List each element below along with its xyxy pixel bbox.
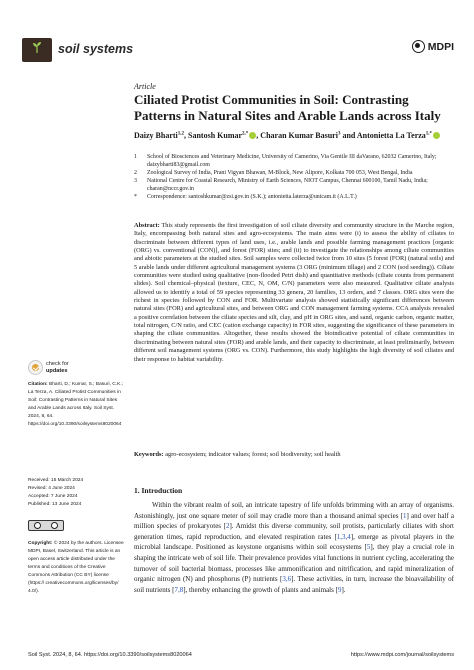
abstract-text: This study represents the first investigation of soil ciliate diversity and community structure in the Marche region, Italy, encompassing both natural sites and agro-ecosystems. The main aims were (i) to assess the ability of ciliates to discriminate between different types of land uses, i.e., arable lands and possible farming management practices [organic (ORG) vs. conventional (CON)], and forest (FOR) sites; and (ii) to investigate the relationships among ciliate communities and abiotic parameters at the studied sites. Soil samples were collected twice from 10 sites (5 forest (FOR) (natural soils) and 5 arable lands under different agricultural management systems (3 ORG (minimum tillage) and 2 CON (sod seeding)). Ciliate communities were studied using qualitative (non-flooded Petri dish) and quantitative methods (ciliate counts from permanent slides). Soil chemical–physical (texture, CEC, N, OM, C/N) parameters were also measured. Qualitative ciliate analysis allowed us to identify a total of 59 species representing 33 genera, 20 families, 13 orders, and 7 classes. ORG sites were the richest in species followed by CON and FOR. Multivariate analysis showed statistically significant differences between natural sites (FOR) and agricultural sites, and between ORG and CON management farming systems. CCA analysis revealed a positive correlation between the ciliate species and silt, clay, and pH in ORG sites, and sand, organic carbon, organic matter, total nitrogen, C/N ratio, and CEC (cation exchange capacity) in FOR sites, suggesting the significance of these parameters in shaping the ciliate communities. Altogether, these results showed the bioindicative potential of ciliate communities in discriminating between natural sites (FOR) and arable lands, and their capacity to discriminate, at least preliminarily, between different soil management systems (ORG vs. CON). Furthermore, this study highlights the high diversity of soil ciliates and their response to habitat variability.: [134, 222, 454, 363]
article-title: Ciliated Protist Communities in Soil: Contrasting Patterns in Natural Sites and Arable Lands across Italy: [134, 92, 441, 123]
affiliation: 1 School of Biosciences and Veterinary Medicine, University of Camerino, Via Gentile III daVarano, 62032 Camerino, Italy; daizybharti83@gmail.com: [134, 154, 437, 168]
journal-name: soil systems: [58, 42, 134, 56]
section-heading: 1. Introduction: [134, 486, 183, 495]
author[interactable]: Daizy Bharti$^{1,2}$: [134, 131, 185, 140]
date-accepted: Accepted: 7 June 2024: [28, 494, 78, 499]
author[interactable]: Charan Kumar Basuri$^3$: [260, 131, 341, 140]
copyright-text: © 2024 by the authors. Licensee MDPI, Basel, Switzerland. This article is an open access article distributed under the terms and conditions of the Creative Commons Attribution (CC BY) license (https:// creativecommons.org/licenses/by/ 4.0/).: [28, 541, 124, 594]
reference-link[interactable]: 1: [402, 511, 407, 520]
intro-text: ]. Amidst this diverse community, soil protists, particularly ciliates with short generation times, rapid reproduction, and elevated respiration rates [: [134, 522, 454, 541]
citation-text: Bharti, D.; Kumar, S.; Basuri, C.K.; La Terza, A. Ciliated Protist Communities in Soil: Contrasting Patterns in Natural Sites and Arable Lands across Italy. Soil Syst. 2024, 8, 64. https://doi.org/10.3390/soilsystems8020064: [28, 382, 124, 427]
intro-text: ], they play a crucial role in shaping the intricate web of soil life. Their prevalence provides vital functions in nutrient cycling, accelerating the turnover of soil bacterial biomass, processes like ammonification and nitrification, and rapid mineralization of organic nitrogen (N) and phosphorus (P) nutrients [: [134, 543, 454, 584]
copyright: [28, 540, 124, 596]
keywords: [134, 451, 454, 459]
check-updates-icon: [28, 360, 43, 375]
abstract: [134, 222, 454, 364]
page-footer: [28, 652, 454, 658]
abstract-label: Abstract:: [134, 222, 160, 229]
reference-link[interactable]: 7,8: [174, 585, 184, 594]
footer-journal-link[interactable]: https://www.mdpi.com/journal/soilsystems: [350, 652, 454, 658]
reference-link[interactable]: 9: [337, 585, 342, 594]
citation-label: Citation:: [28, 382, 48, 387]
mdpi-logo-icon: [412, 40, 425, 53]
author-list: Daizy Bharti$^{1,2}$, Santosh Kumar$^{2,*}$ , Charan Kumar Basuri$^3$ and Antonietta La Terza$^{1,*}$: [134, 131, 454, 140]
article-type: Article: [134, 82, 156, 91]
intro-text: ], emerge as pivotal players in the microbial landscape. Positioned as keystone organisms within soil ecosystems [: [134, 532, 454, 552]
reference-link[interactable]: 1,3,4: [336, 532, 351, 541]
publisher-logo: [412, 40, 454, 53]
orcid-icon[interactable]: [249, 132, 256, 139]
reference-link[interactable]: 2: [225, 522, 230, 531]
date-received: Received: 15 March 2024: [28, 478, 84, 483]
footer-citation[interactable]: Soil Syst. 2024, 8, 64. https://doi.org/10.3390/soilsystems8020064: [28, 652, 192, 658]
introduction-paragraph: [134, 500, 454, 595]
keywords-text: agro-ecosystem; indicator values; forest; soil biodiversity; soil health: [165, 451, 341, 458]
intro-text: Within the vibrant realm of soil, an intricate tapestry of life unfolds brimming with an array of organisms. Astonishingly, just one square meter of soil may cradle more than a thousand animal species [: [134, 501, 454, 520]
intro-text: ], thereby enhancing the growth of plants and animals [: [183, 585, 338, 594]
reference-link[interactable]: 5: [366, 543, 371, 552]
cc-by-license-icon[interactable]: [28, 520, 64, 531]
orcid-icon[interactable]: [433, 132, 440, 139]
correspondence: * Correspondence: santoshkumar@zsi.gov.in (S.K.); antonietta.laterza@unicam.it (A.L.T.): [134, 193, 357, 200]
sprout-icon: [32, 41, 42, 53]
citation: [28, 381, 124, 429]
copyright-label: Copyright:: [28, 541, 53, 546]
publisher-name: MDPI: [427, 40, 454, 53]
publication-dates: [28, 477, 124, 509]
date-published: Published: 13 June 2024: [28, 502, 82, 507]
check-for-updates[interactable]: check for updates: [28, 360, 118, 375]
keywords-label: Keywords:: [134, 451, 164, 458]
author[interactable]: Antonietta La Terza$^{1,*}$: [357, 131, 440, 140]
date-revised: Revised: 4 June 2024: [28, 486, 75, 491]
author[interactable]: Santosh Kumar$^{2,*}$: [188, 131, 256, 140]
journal-logo: [22, 38, 52, 62]
affiliations: [134, 154, 454, 201]
affiliation: 2 Zoological Survey of India, Prani Vigyan Bhawan, M-Block, New Alipore, Kolkata 700 053, West Bengal, India: [134, 169, 413, 176]
intro-text: ].: [341, 585, 346, 594]
intro-text: ] and over half a million species of prokaryotes [: [134, 511, 454, 531]
affiliation: 3 National Centre for Coastal Research, Ministry of Earth Sciences, NIOT Campus, Chennai 600100, Tamil Nadu, India; charan@nccr.gov.in: [134, 177, 428, 192]
intro-text: ]. These activities, in turn, increase the bioavailability of soil nutrients [: [134, 575, 454, 594]
reference-link[interactable]: 3,6: [282, 575, 292, 584]
